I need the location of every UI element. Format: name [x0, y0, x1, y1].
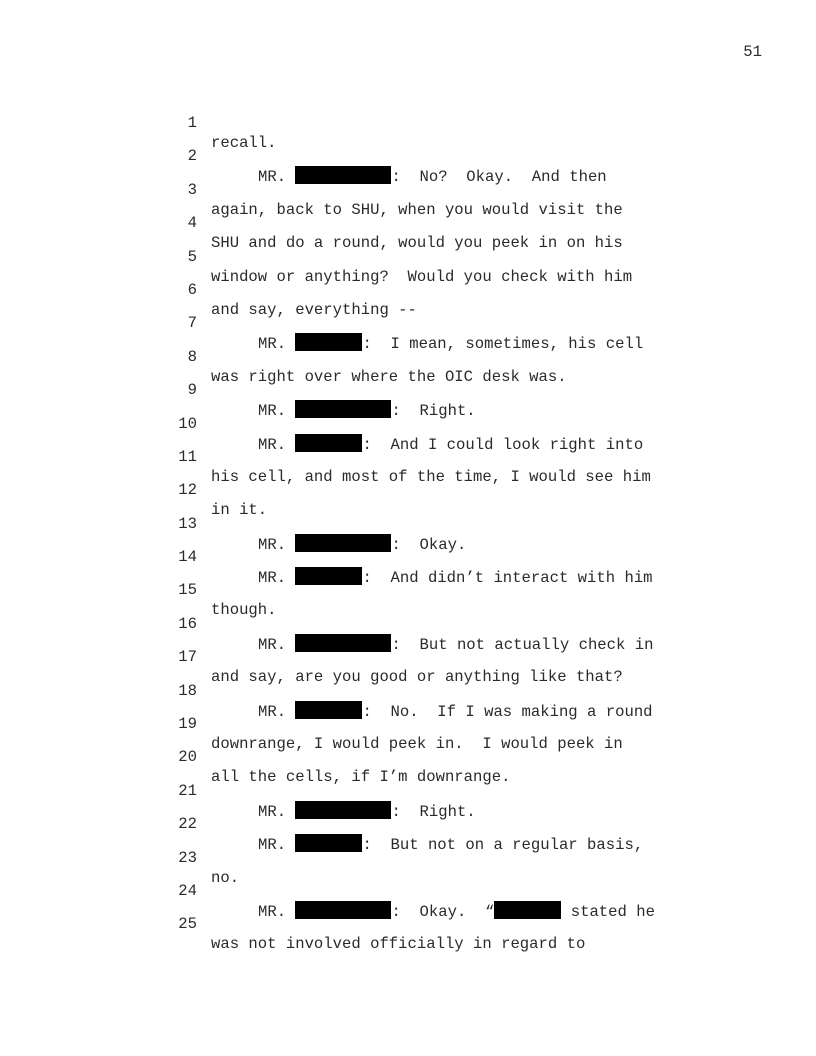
line-number: 24 [178, 881, 197, 900]
line-number: 18 [178, 681, 197, 700]
transcript-line [0, 93, 816, 152]
transcript-line [0, 661, 816, 721]
line-number: 2 [187, 147, 197, 166]
line-text: MR. : But not on a regular basis, [258, 836, 644, 855]
line-number: 1 [187, 114, 197, 132]
transcript-line [0, 260, 816, 319]
transcript-line [0, 327, 816, 386]
line-text: MR. : I mean, sometimes, his cell [258, 335, 644, 354]
transcript-line [0, 227, 816, 286]
line-number: 20 [178, 748, 197, 767]
line-number: 9 [187, 381, 197, 400]
line-text: in it. [211, 501, 268, 520]
line-number: 21 [178, 781, 197, 800]
transcript-line [0, 894, 816, 954]
transcript-line [0, 193, 816, 253]
line-number: 14 [178, 548, 197, 567]
transcript-line [0, 861, 816, 921]
line-text: recall. [211, 134, 277, 152]
line-text: was not involved officially in regard to [211, 935, 586, 954]
line-text: downrange, I would peek in. I would peek in [211, 735, 623, 754]
line-number: 23 [178, 848, 197, 867]
transcript-line [0, 694, 816, 754]
transcript-line [0, 427, 816, 486]
transcript-line [0, 394, 816, 454]
transcript-line [0, 494, 816, 554]
line-number: 17 [178, 648, 197, 667]
line-text: and say, everything -- [211, 300, 417, 319]
line-text: and say, are you good or anything like that? [211, 668, 623, 687]
line-text: MR. : And didn’t interact with him [258, 569, 653, 588]
line-text: though. [211, 601, 277, 620]
line-text: MR. : No. If I was making a round [258, 702, 653, 721]
line-text: no. [211, 868, 240, 887]
line-text: MR. : But not actually check in [258, 635, 654, 654]
transcript-line [0, 160, 816, 219]
transcript-line [0, 560, 816, 620]
line-number: 8 [187, 347, 197, 366]
line-number: 13 [178, 514, 197, 533]
transcript-line [0, 828, 816, 887]
line-number: 25 [178, 915, 197, 934]
line-number: 12 [178, 481, 197, 500]
line-number: 4 [187, 214, 197, 233]
line-text: was right over where the OIC desk was. [211, 367, 567, 386]
line-text: MR. : And I could look right into [258, 435, 644, 454]
line-number: 16 [178, 614, 197, 633]
page-number: 51 [743, 43, 762, 61]
transcript-line [0, 293, 816, 354]
transcript-line [0, 360, 816, 421]
transcript-line [0, 727, 816, 787]
line-text: MR. : Right. [258, 402, 476, 421]
line-text: MR. : No? Okay. And then [258, 168, 607, 187]
transcript-line [0, 594, 816, 654]
line-text: MR. : Right. [258, 802, 476, 821]
line-text: window or anything? Would you check with him [211, 267, 633, 286]
line-text: MR. : Okay. [258, 535, 467, 554]
line-text: MR. : Okay. “ stated he [258, 902, 655, 921]
transcript [0, 93, 816, 954]
transcript-line [0, 794, 816, 855]
transcript-line [0, 761, 816, 821]
line-number: 19 [178, 715, 197, 734]
line-number: 6 [187, 280, 197, 299]
line-number: 15 [178, 581, 197, 600]
line-number: 7 [187, 314, 197, 333]
line-number: 11 [178, 447, 197, 466]
line-number: 5 [187, 247, 197, 266]
line-text: all the cells, if I’m downrange. [211, 768, 511, 787]
line-text: his cell, and most of the time, I would see him [211, 467, 651, 486]
transcript-line [0, 527, 816, 588]
transcript-line [0, 460, 816, 520]
line-text: SHU and do a round, would you peek in on his [211, 234, 623, 253]
transcript-line [0, 627, 816, 687]
line-text: again, back to SHU, when you would visit the [211, 200, 623, 219]
line-number: 22 [178, 815, 197, 834]
line-number: 10 [178, 414, 197, 433]
line-number: 3 [187, 180, 197, 199]
transcript-line [0, 126, 816, 187]
